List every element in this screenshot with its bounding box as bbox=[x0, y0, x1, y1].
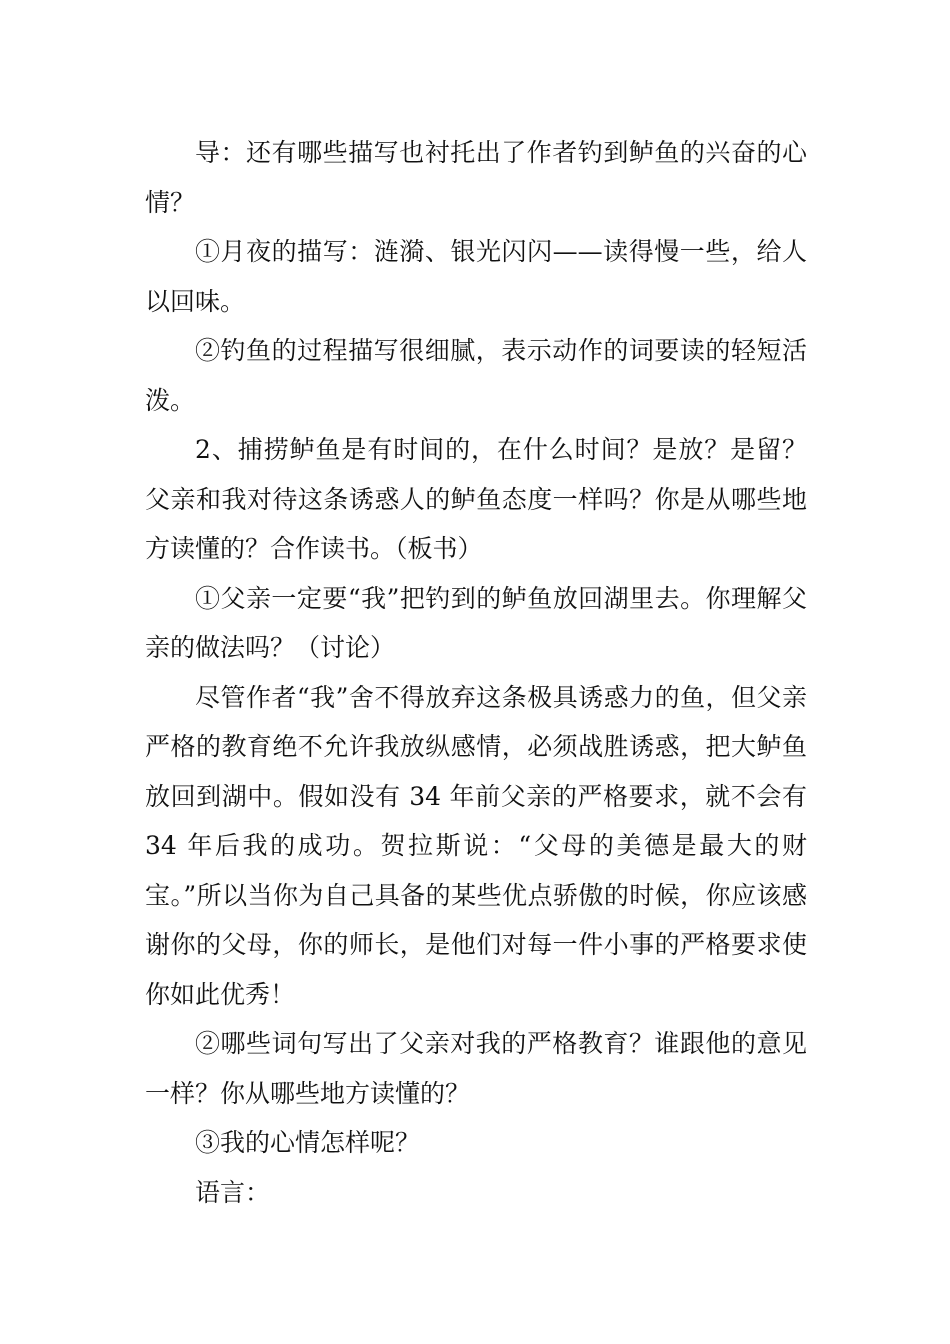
paragraph-strict-education: 尽管作者“我”舍不得放弃这条极具诱惑力的鱼，但父亲严格的教育绝不允许我放纵感情，必须战胜诱惑，把大鲈鱼放回到湖中。假如没有 34 年前父亲的严格要求，就不会有 34 年后我的成功。贺拉斯说：“父母的美德是最大的财宝。”所以当你为自己具备的某些优点骄傲的时候，你应该感谢你的父母，你的师长，是他们对每一件小事的严格要求使你如此优秀！ bbox=[145, 682, 807, 1009]
paragraph-my-mood: ③我的心情怎样呢？ bbox=[195, 1128, 421, 1157]
paragraph-guide-question: 导：还有哪些描写也衬托出了作者钓到鲈鱼的兴奋的心情？ bbox=[145, 138, 807, 217]
paragraph-catch-time: 2、捕捞鲈鱼是有时间的，在什么时间？是放？是留？父亲和我对待这条诱惑人的鲈鱼态度一样吗？你是从哪些地方读懂的？合作读书。（板书） bbox=[145, 435, 807, 563]
paragraph-father-release: ①父亲一定要“我”把钓到的鲈鱼放回湖里去。你理解父亲的做法吗？（讨论） bbox=[145, 583, 807, 662]
paragraph-words-question: ②哪些词句写出了父亲对我的严格教育？谁跟他的意见一样？你从哪些地方读懂的？ bbox=[145, 1029, 807, 1108]
document-body bbox=[145, 128, 807, 1217]
paragraph-fishing-process: ②钓鱼的过程描写很细腻，表示动作的词要读的轻短活泼。 bbox=[145, 336, 807, 415]
paragraph-language: 语言： bbox=[195, 1177, 271, 1207]
paragraph-moon-night: ①月夜的描写：涟漪、银光闪闪——读得慢一些，给人以回味。 bbox=[145, 237, 807, 316]
